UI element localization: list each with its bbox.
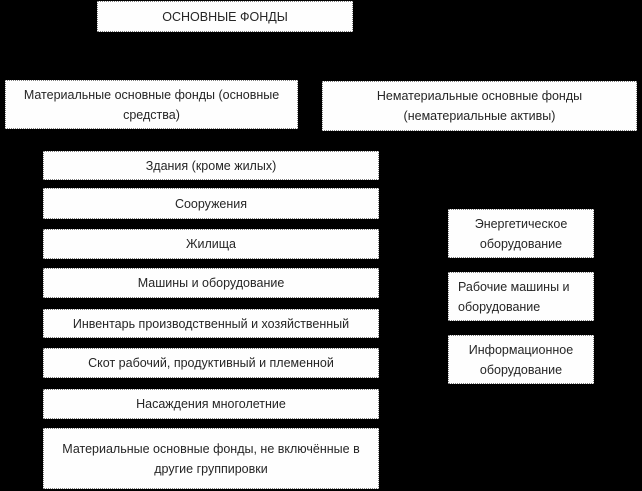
item-inventory-box: Инвентарь производственный и хозяйственный — [43, 309, 379, 338]
intangible-funds-header-box: Нематериальные основные фонды (нематериальные активы) — [322, 81, 637, 131]
item-livestock-box: Скот рабочий, продуктивный и племенной — [43, 348, 379, 378]
material-funds-header-box: Материальные основные фонды (основные средства) — [5, 80, 298, 129]
item-other-material-funds-box: Материальные основные фонды, не включённые в другие группировки — [43, 428, 379, 489]
item-dwellings-box: Жилища — [43, 229, 379, 259]
item-machines-equipment-box: Машины и оборудование — [43, 268, 379, 298]
diagram-title-box: ОСНОВНЫЕ ФОНДЫ — [97, 1, 353, 32]
item-information-equipment-box: Информационное оборудование — [448, 335, 594, 384]
item-working-machines-box: Рабочие машины и оборудование — [448, 272, 594, 321]
item-perennial-plantings-box: Насаждения многолетние — [43, 389, 379, 419]
item-buildings-box: Здания (кроме жилых) — [43, 151, 379, 180]
item-structures-box: Сооружения — [43, 188, 379, 219]
item-power-equipment-box: Энергетическое оборудование — [448, 209, 594, 258]
